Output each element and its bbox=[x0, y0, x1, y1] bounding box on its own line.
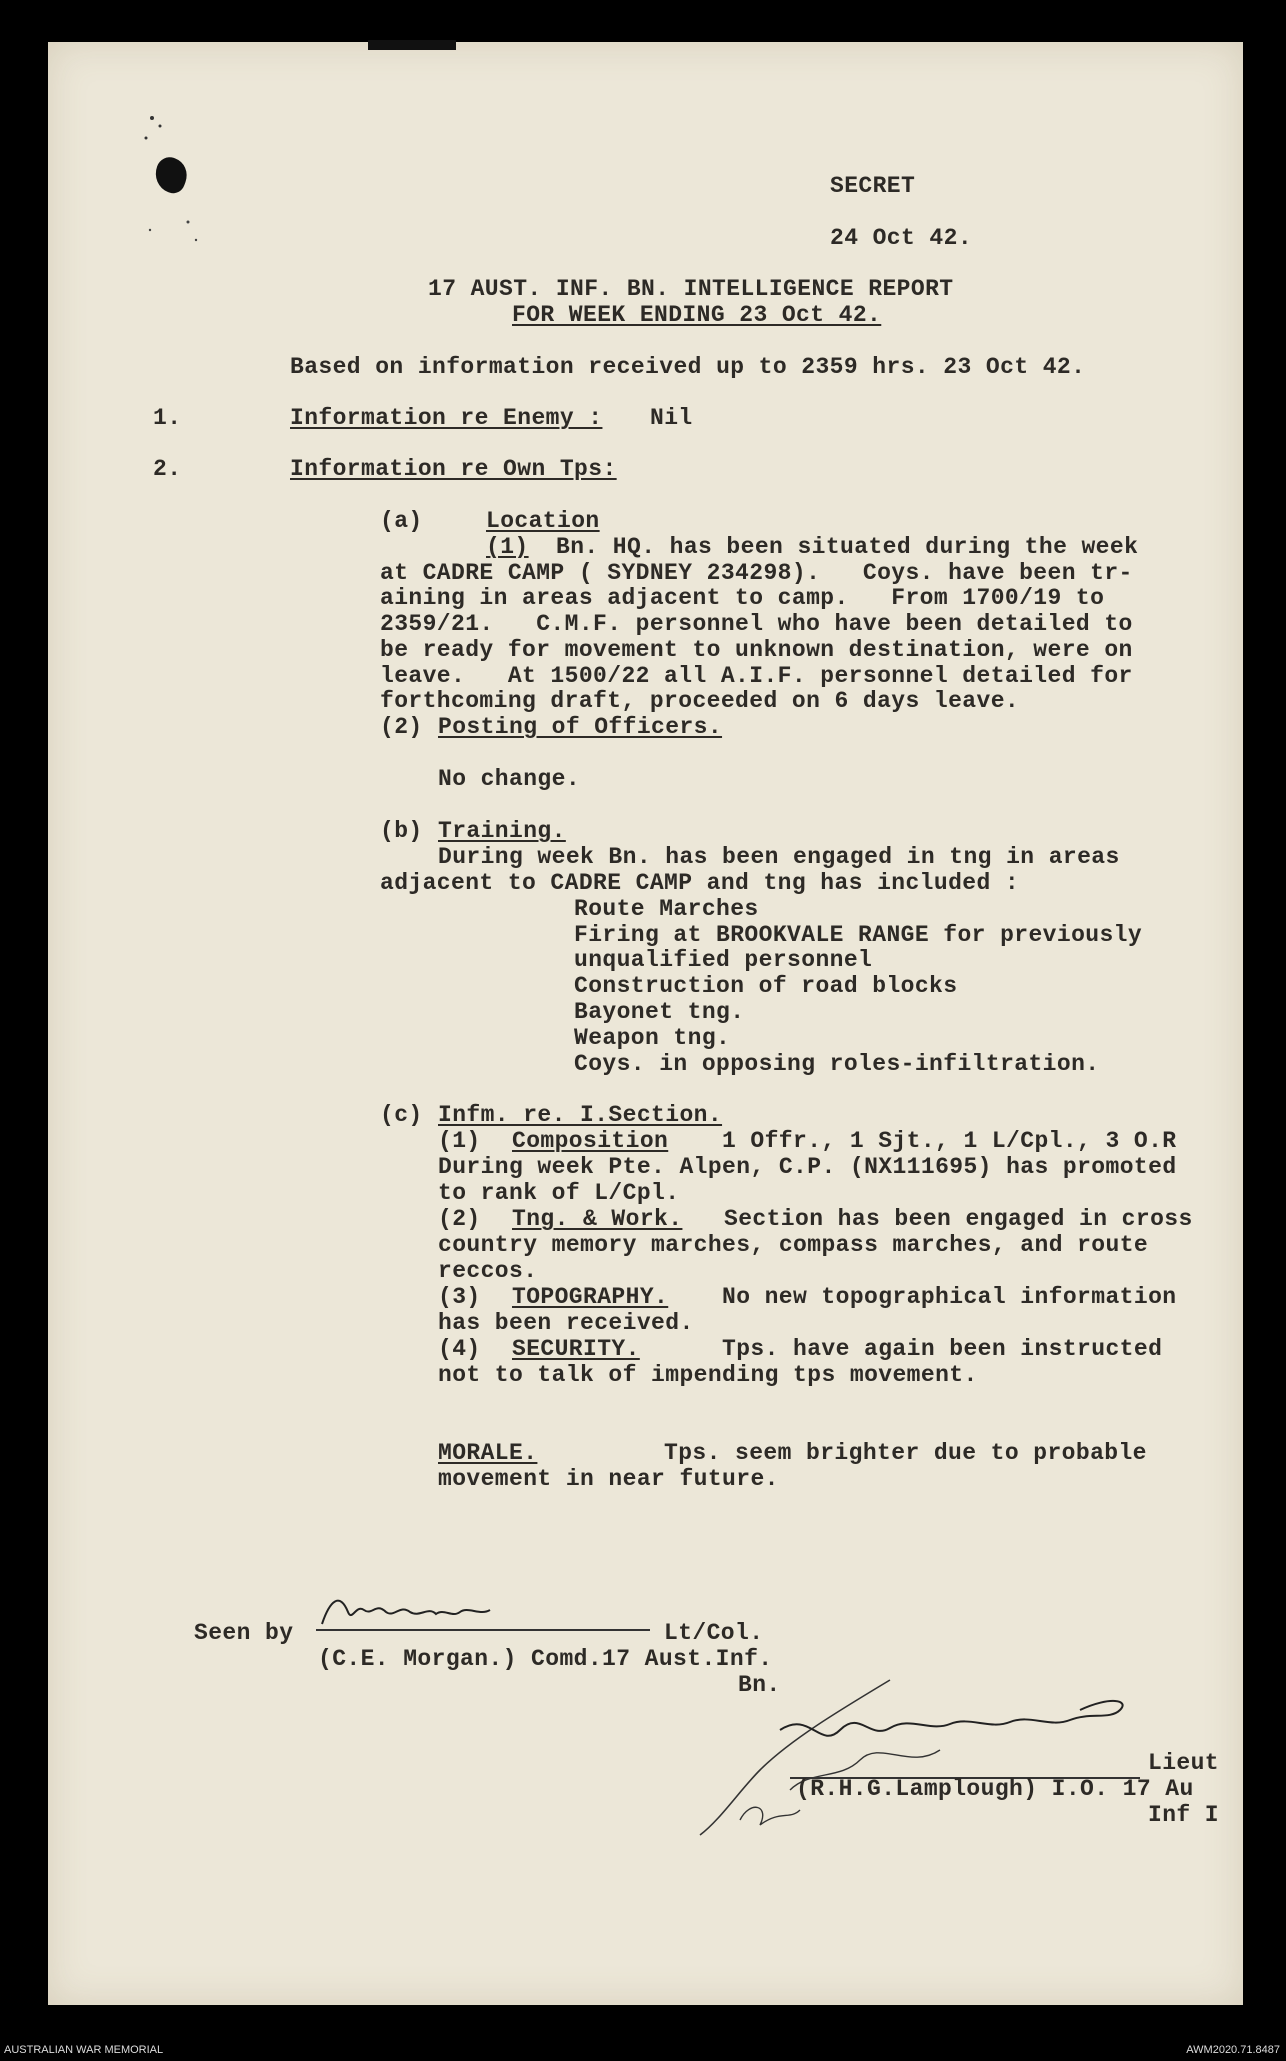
paper-fold bbox=[368, 40, 456, 50]
classification: SECRET bbox=[830, 173, 916, 199]
training-intro-2: adjacent to CADRE CAMP and tng has included : bbox=[380, 870, 1020, 896]
seen-by-name: (C.E. Morgan.) Comd.17 Aust.Inf. bbox=[318, 1646, 773, 1672]
officer-unit: Inf I bbox=[1148, 1802, 1220, 1828]
lamplough-signature bbox=[640, 1670, 1160, 1840]
security-more: not to talk of impending tps movement. bbox=[438, 1362, 978, 1388]
c4-number: (4) bbox=[438, 1336, 481, 1362]
title-line-2: FOR WEEK ENDING 23 Oct 42. bbox=[512, 302, 882, 328]
item-1-value: Nil bbox=[650, 405, 693, 431]
composition-more-1: During week Pte. Alpen, C.P. (NX111695) has promoted bbox=[438, 1154, 1177, 1180]
training-item: Weapon tng. bbox=[574, 1025, 731, 1051]
location-line-6: leave. At 1500/22 all A.I.F. personnel detailed for bbox=[380, 663, 1133, 689]
training-intro-1: During week Bn. has been engaged in tng in areas bbox=[438, 844, 1120, 870]
item-2-number: 2. bbox=[153, 456, 182, 482]
tng-work-heading: Tng. & Work. bbox=[512, 1206, 683, 1232]
item-1-number: 1. bbox=[153, 405, 182, 431]
location-line-7: forthcoming draft, proceeded on 6 days leave. bbox=[380, 688, 1020, 714]
composition-more-2: to rank of L/Cpl. bbox=[438, 1180, 680, 1206]
c1-number: (1) bbox=[438, 1128, 481, 1154]
seen-by-unit: Bn. bbox=[738, 1672, 781, 1698]
location-line-5: be ready for movement to unknown destination, were on bbox=[380, 637, 1133, 663]
footer-archive: AUSTRALIAN WAR MEMORIAL bbox=[4, 2044, 164, 2056]
item-1-heading: Information re Enemy : bbox=[290, 405, 603, 431]
posting-of-officers-text: No change. bbox=[438, 766, 581, 792]
paper-specks bbox=[138, 112, 208, 262]
section-c-heading: Infm. re. I.Section. bbox=[438, 1102, 723, 1128]
training-item: Bayonet tng. bbox=[574, 999, 745, 1025]
location-line-2: at CADRE CAMP ( SYDNEY 234298). Coys. have been tr- bbox=[380, 560, 1133, 586]
training-item: Route Marches bbox=[574, 896, 759, 922]
section-b-heading: Training. bbox=[438, 818, 566, 844]
tng-work-more-2: reccos. bbox=[438, 1258, 538, 1284]
location-line-3: aining in areas adjacent to camp. From 1700/19 to bbox=[380, 585, 1105, 611]
location-line-4: 2359/21. C.M.F. personnel who have been detailed to bbox=[380, 611, 1133, 637]
item-2-heading: Information re Own Tps: bbox=[290, 456, 617, 482]
footer-accession: AWM2020.71.8487 bbox=[1186, 2044, 1280, 2056]
section-c-label: (c) bbox=[380, 1102, 423, 1128]
morale-line-1: Tps. seem brighter due to probable bbox=[664, 1440, 1147, 1466]
section-a-sub2-number: (2) bbox=[380, 714, 423, 740]
posting-of-officers-heading: Posting of Officers. bbox=[438, 714, 723, 740]
section-a-sub1-number: (1) bbox=[486, 534, 529, 560]
composition-text: 1 Offr., 1 Sjt., 1 L/Cpl., 3 O.R bbox=[722, 1128, 1177, 1154]
training-item: Firing at BROOKVALE RANGE for previously bbox=[574, 922, 1143, 948]
morale-line-2: movement in near future. bbox=[438, 1466, 779, 1492]
officer-name: (R.H.G.Lamplough) I.O. 17 Au bbox=[796, 1776, 1194, 1802]
composition-heading: Composition bbox=[512, 1128, 669, 1154]
section-a-label: (a) bbox=[380, 508, 423, 534]
based-on-line: Based on information received up to 2359 hrs. 23 Oct 42. bbox=[290, 354, 1086, 380]
tng-work-more-1: country memory marches, compass marches, and route bbox=[438, 1232, 1149, 1258]
seen-by-rank: Lt/Col. bbox=[664, 1620, 764, 1646]
section-a-heading: Location bbox=[486, 508, 600, 534]
report-date: 24 Oct 42. bbox=[830, 225, 973, 251]
c2-number: (2) bbox=[438, 1206, 481, 1232]
security-heading: SECURITY. bbox=[512, 1336, 640, 1362]
topography-text: No new topographical information bbox=[722, 1284, 1177, 1310]
security-text: Tps. have again been instructed bbox=[722, 1336, 1163, 1362]
training-item: Construction of road blocks bbox=[574, 973, 958, 999]
topography-heading: TOPOGRAPHY. bbox=[512, 1284, 669, 1310]
training-item: Coys. in opposing roles-infiltration. bbox=[574, 1051, 1100, 1077]
training-item: unqualified personnel bbox=[574, 947, 873, 973]
topography-more: has been received. bbox=[438, 1310, 694, 1336]
c3-number: (3) bbox=[438, 1284, 481, 1310]
officer-rank: Lieut bbox=[1148, 1750, 1220, 1776]
seen-by-label: Seen by bbox=[194, 1620, 294, 1646]
tng-work-text: Section has been engaged in cross bbox=[724, 1206, 1193, 1232]
morale-heading: MORALE. bbox=[438, 1440, 538, 1466]
morgan-signature bbox=[310, 1582, 660, 1642]
section-b-label: (b) bbox=[380, 818, 423, 844]
title-line-1: 17 AUST. INF. BN. INTELLIGENCE REPORT bbox=[428, 276, 954, 302]
location-line-1: Bn. HQ. has been situated during the week bbox=[556, 534, 1139, 560]
